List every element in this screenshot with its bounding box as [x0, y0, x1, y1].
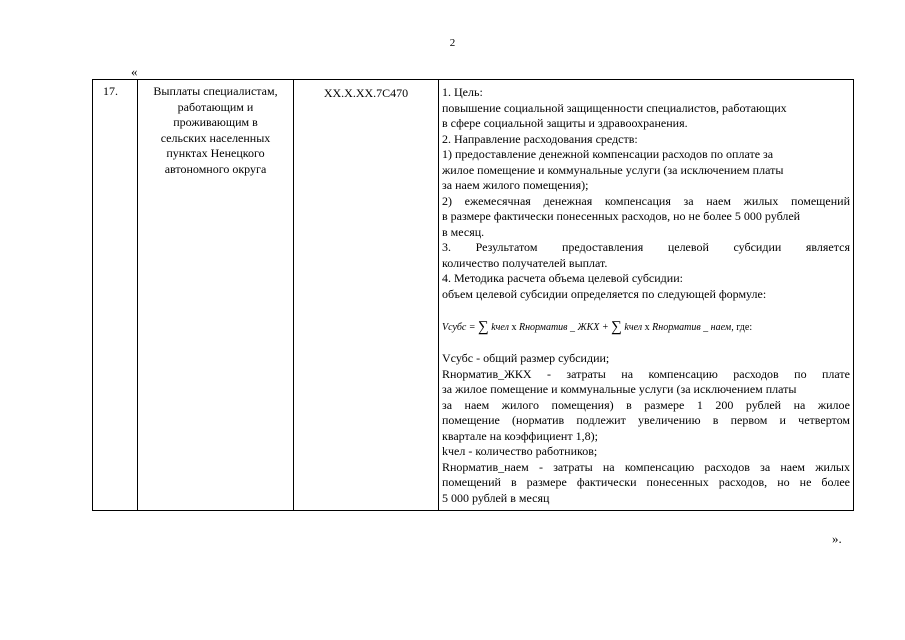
formula-lhs: Vсубс =: [442, 322, 476, 333]
desc-line: количество получателей выплат.: [442, 255, 608, 270]
desc-line: помещение (норматив подлежит увеличению в первом и четвертом: [442, 413, 850, 427]
goal-heading: 1. Цель:: [442, 85, 483, 99]
name-line: проживающим в: [173, 115, 258, 129]
desc-line: 2) ежемесячная денежная компенсация за наем жилых помещений: [442, 193, 850, 208]
desc-line: за наем жилого помещения);: [442, 178, 589, 192]
formula-term: Rнорматив _ наем,: [652, 322, 734, 333]
closing-quote-mark: ».: [832, 531, 842, 546]
multiply-sign: x: [511, 322, 517, 333]
row-number: 17.: [93, 80, 138, 511]
desc-line: помещений в размере фактически понесенных расходов, но не более: [442, 475, 850, 489]
desc-line: в сфере социальной защиты и здравоохранения.: [442, 116, 688, 130]
opening-quote-mark: «: [131, 64, 138, 79]
subsidy-name: [138, 80, 294, 511]
direction-heading: 2. Направление расходования средств:: [442, 131, 638, 146]
desc-line: Vсубс - общий размер субсидии;: [442, 351, 610, 365]
subsidy-formula: [442, 320, 850, 335]
name-line: пунктах Ненецкого: [166, 146, 265, 160]
budget-code: ХХ.Х.ХХ.7С470: [294, 80, 439, 511]
page-number: 2: [449, 37, 456, 49]
desc-line: Rнорматив_наем - затраты на компенсацию расходов за наем жилых: [442, 459, 850, 474]
sum-symbol: ∑: [611, 319, 622, 335]
table-row: [93, 80, 854, 511]
subsidy-table: [92, 79, 854, 511]
desc-line: в месяц.: [442, 224, 485, 239]
name-line: работающим и: [177, 99, 254, 114]
name-line: автономного округа: [164, 161, 267, 176]
desc-line: жилое помещение и коммунальные услуги (за исключением платы: [442, 162, 784, 177]
formula-term: kчел: [624, 322, 643, 333]
method-heading: 4. Методика расчета объема целевой субсидии:: [442, 271, 683, 285]
formula-term: Rнорматив _ ЖКХ +: [518, 322, 609, 333]
desc-line: повышение социальной защищенности специалистов, работающих: [442, 100, 787, 115]
desc-line: за наем жилого помещения) в размере 1 200 рублей на жилое: [442, 397, 850, 412]
name-line: сельских населенных: [160, 130, 271, 145]
formula-tail: где:: [736, 322, 753, 333]
desc-line: объем целевой субсидии определяется по следующей формуле:: [442, 286, 767, 301]
desc-line: 5 000 рублей в месяц: [442, 490, 550, 505]
result-heading: 3. Результатом предоставления целевой субсидии является: [442, 240, 850, 254]
formula-term: kчел: [491, 322, 509, 333]
subsidy-description: [439, 80, 854, 511]
desc-line: Rнорматив_ЖКХ - затраты на компенсацию расходов по плате: [442, 366, 850, 381]
multiply-sign: x: [644, 322, 650, 333]
sum-symbol: ∑: [478, 319, 489, 335]
desc-line: 1) предоставление денежной компенсации расходов по оплате за: [442, 147, 774, 161]
desc-line: за жилое помещение и коммунальные услуги (за исключением платы: [442, 382, 797, 396]
desc-line: квартале на коэффициент 1,8);: [442, 428, 598, 443]
desc-line: в размере фактически понесенных расходов, но не более 5 000 рублей: [442, 209, 801, 223]
desc-line: kчел - количество работников;: [442, 444, 598, 458]
name-line: Выплаты специалистам,: [153, 84, 278, 98]
